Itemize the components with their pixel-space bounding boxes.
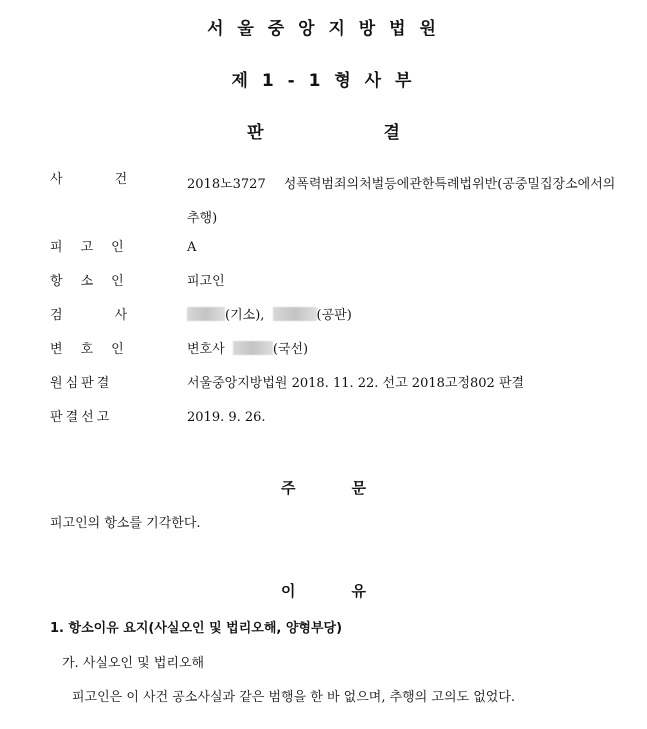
sentence-date-label: 판 결 선 고 (50, 410, 110, 425)
prosecutor-value: (기소), (공판) (187, 304, 617, 328)
case-label: 사 건 (50, 172, 128, 187)
court-division: 제 1 - 1 형 사 부 (231, 71, 416, 91)
counsel-value: 변호사 (국선) (187, 342, 309, 357)
defendant-value: A (187, 240, 197, 255)
redacted-name (273, 307, 317, 321)
redacted-name (187, 307, 225, 321)
court-name: 서 울 중 앙 지 방 법 원 (207, 19, 440, 39)
main-order-heading: 주 문 (281, 479, 366, 497)
appellant-label: 항 소 인 (50, 274, 124, 289)
defendant-row (50, 236, 620, 270)
case-title: 성폭력범죄의처벌등에관한특례법위반(공중밀집장소에서의추행) (187, 177, 616, 226)
original-judgment-row (50, 372, 620, 406)
paragraph-text: 피고인은 이 사건 공소사실과 같은 범행을 한 바 없으며, 추행의 고의도 없었다. (72, 690, 516, 705)
defendant-label: 피 고 인 (50, 240, 124, 255)
counsel-label: 변 호 인 (50, 342, 124, 357)
section-1-heading: 1. 항소이유 요지(사실오인 및 법리오해, 양형부당) (50, 621, 343, 636)
counsel-row (50, 338, 620, 372)
case-row (50, 168, 620, 236)
prosecutor-label: 검 사 (50, 308, 128, 323)
prosecutor-row (50, 304, 620, 338)
appellant-value: 피고인 (187, 274, 225, 289)
sentence-date-row (50, 406, 620, 440)
original-judgment-value: 서울중앙지방법원 2018. 11. 22. 선고 2018고정802 판결 (187, 376, 525, 391)
appellant-row (50, 270, 620, 304)
document-type-title: 판결 (247, 123, 520, 143)
original-judgment-label: 원 심 판 결 (50, 376, 110, 391)
subsection-heading: 가. 사실오인 및 법리오해 (62, 656, 205, 671)
main-order-text: 피고인의 항소를 기각한다. (50, 516, 201, 531)
case-info-table (50, 168, 620, 440)
reasons-heading: 이 유 (281, 582, 366, 600)
case-value (187, 168, 617, 236)
redacted-name (233, 341, 273, 355)
sentence-date-value: 2019. 9. 26. (187, 410, 266, 425)
case-number: 2018노3727 (187, 177, 266, 192)
